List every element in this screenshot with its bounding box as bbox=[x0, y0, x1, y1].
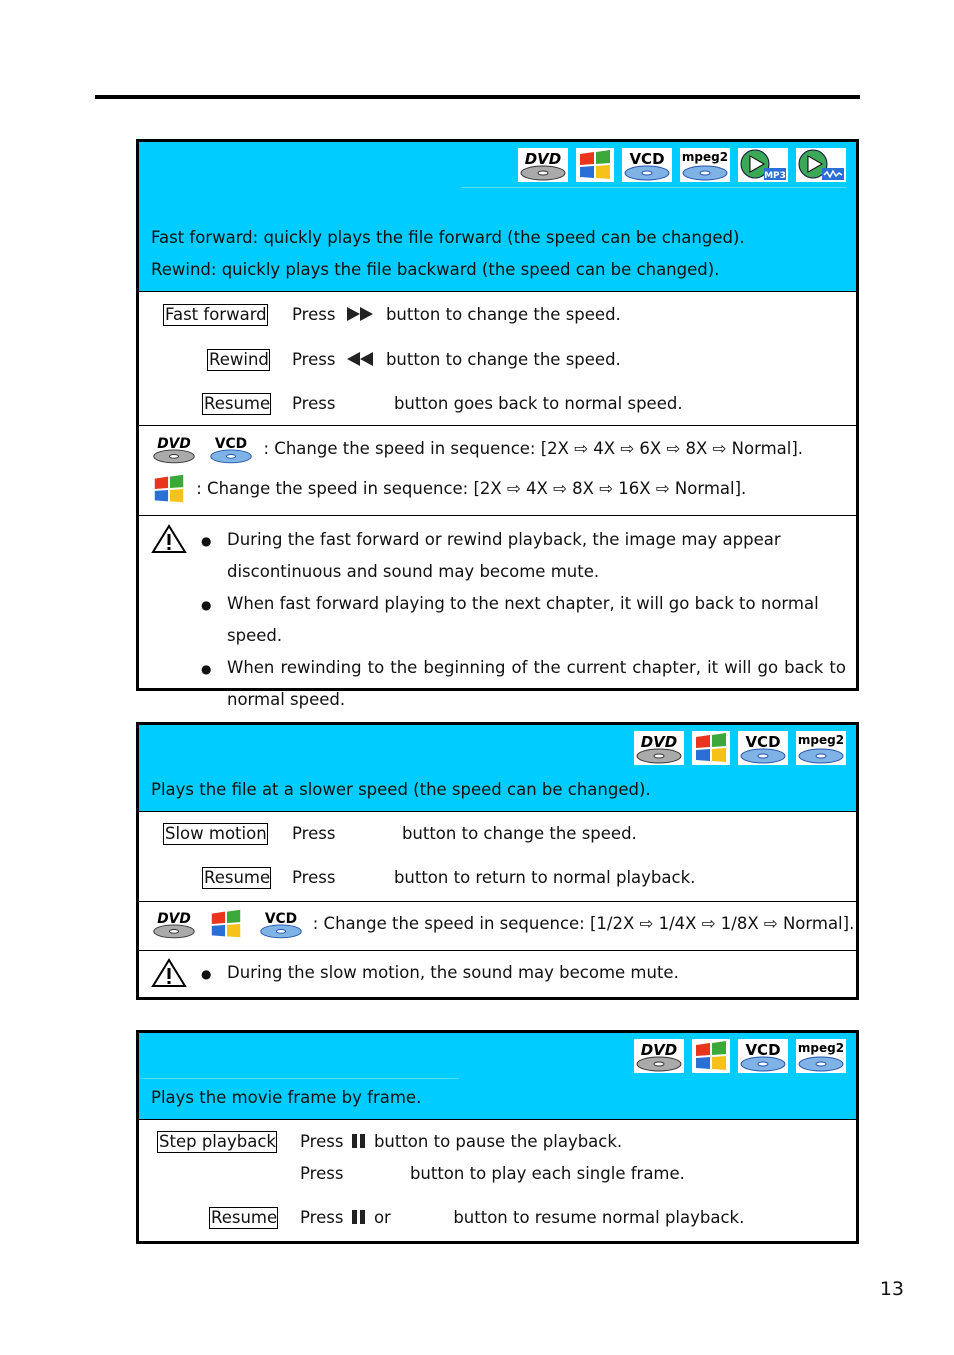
pause-instruction bbox=[300, 1132, 622, 1152]
sequence-text: : Change the speed in sequence: [2X ⇨ 4X ⇨ 6X ⇨ 8X ⇨ Normal]. bbox=[263, 438, 804, 458]
slow-motion-controls bbox=[139, 812, 856, 901]
instruction-text: button to return to normal playback. bbox=[393, 868, 696, 887]
or-text: or bbox=[373, 1208, 391, 1227]
step-playback-desc: Plays the movie frame by frame. bbox=[151, 1088, 422, 1107]
rewind-desc: Rewind: quickly plays the file backward (the speed can be changed). bbox=[151, 260, 720, 279]
instruction-text: button to change the speed. bbox=[401, 824, 637, 843]
warning-icon bbox=[151, 524, 187, 558]
mpeg2-icon bbox=[796, 731, 846, 765]
vcd-icon bbox=[622, 148, 672, 182]
vcd-icon-text: VCD bbox=[629, 150, 665, 168]
resume-instruction bbox=[300, 1208, 744, 1228]
fast-forward-icon bbox=[347, 306, 375, 325]
instruction-text: button to pause the playback. bbox=[373, 1132, 623, 1151]
press-text: Press bbox=[292, 350, 336, 369]
windows-icon bbox=[692, 1039, 730, 1073]
vcd-icon bbox=[208, 432, 254, 466]
step-instruction bbox=[300, 1164, 685, 1183]
fast-forward-desc: Fast forward: quickly plays the file forward (the speed can be changed). bbox=[151, 228, 745, 247]
dvd-icon bbox=[634, 1039, 684, 1073]
header-divider bbox=[141, 1078, 459, 1079]
vcd-icon-text: VCD bbox=[215, 436, 248, 453]
dvd-icon bbox=[151, 432, 197, 466]
sequence-text: : Change the speed in sequence: [2X ⇨ 4X ⇨ 8X ⇨ 16X ⇨ Normal]. bbox=[196, 478, 747, 498]
fast-forward-label: Fast forward bbox=[165, 305, 267, 324]
vcd-icon bbox=[258, 907, 304, 941]
step-playback-panel-header bbox=[139, 1033, 856, 1120]
slow-speed-sequence bbox=[139, 901, 856, 950]
speed-sequence bbox=[139, 425, 856, 515]
step-playback-label: Step playback bbox=[159, 1132, 276, 1151]
dvd-icon bbox=[518, 148, 568, 182]
slow-motion-label: Slow motion bbox=[165, 824, 267, 843]
windows-icon bbox=[208, 907, 244, 941]
format-icons bbox=[518, 148, 846, 182]
step-playback-panel bbox=[136, 1030, 859, 1244]
windows-icon bbox=[151, 472, 187, 506]
vcd-icon bbox=[738, 731, 788, 765]
fast-forward-notes bbox=[139, 515, 856, 709]
slow-motion-instruction bbox=[292, 824, 637, 843]
instruction-text: button goes back to normal speed. bbox=[393, 394, 683, 413]
slow-motion-panel-header bbox=[139, 725, 856, 812]
slow-motion-desc: Plays the file at a slower speed (the speed can be changed). bbox=[151, 780, 651, 799]
step-playback-controls bbox=[139, 1120, 856, 1238]
sequence-windows bbox=[151, 472, 746, 506]
header-divider bbox=[461, 187, 846, 188]
mpeg2-icon bbox=[796, 1039, 846, 1073]
warning-icon bbox=[151, 958, 187, 992]
vcd-icon-text: VCD bbox=[745, 733, 781, 751]
windows-icon bbox=[692, 731, 730, 765]
dvd-icon-text: DVD bbox=[640, 733, 678, 751]
mp3-icon bbox=[738, 148, 788, 182]
fast-forward-instruction bbox=[292, 305, 621, 325]
sequence-all bbox=[151, 907, 854, 941]
dvd-icon-text: DVD bbox=[524, 150, 562, 168]
dvd-icon-text: DVD bbox=[157, 436, 191, 453]
press-text: Press bbox=[300, 1132, 344, 1151]
instruction-text: button to change the speed. bbox=[385, 350, 621, 369]
notes-list bbox=[201, 957, 846, 989]
rewind-icon bbox=[347, 351, 375, 370]
slow-motion-notes bbox=[139, 950, 856, 995]
mpeg2-icon bbox=[680, 148, 730, 182]
page-number: 13 bbox=[879, 1278, 904, 1300]
pause-icon bbox=[352, 1209, 366, 1228]
instruction-text: button to play each single frame. bbox=[409, 1164, 685, 1183]
rewind-label: Rewind bbox=[209, 350, 269, 369]
sequence-text: : Change the speed in sequence: [1/2X ⇨ 1/4X ⇨ 1/8X ⇨ Normal]. bbox=[312, 913, 855, 933]
wma-icon bbox=[796, 148, 846, 182]
press-text: Press bbox=[292, 394, 336, 413]
resume-label: Resume bbox=[204, 868, 271, 887]
sequence-dvd-vcd bbox=[151, 432, 803, 466]
windows-icon bbox=[576, 148, 614, 182]
dvd-icon-text: DVD bbox=[157, 911, 191, 928]
dvd-icon bbox=[634, 731, 684, 765]
top-rule bbox=[95, 95, 860, 99]
pause-icon bbox=[352, 1133, 366, 1152]
mpeg2-icon-text: mpeg2 bbox=[797, 1041, 845, 1055]
note-item: ● When rewinding to the beginning of the current chapter, it will go back to normal speed. bbox=[201, 652, 846, 716]
fast-forward-controls bbox=[139, 292, 856, 425]
instruction-text: button to change the speed. bbox=[385, 305, 621, 324]
resume-instruction bbox=[292, 394, 683, 413]
note-item: ● During the slow motion, the sound may become mute. bbox=[201, 957, 846, 989]
vcd-icon-text: VCD bbox=[264, 911, 297, 928]
notes-list bbox=[201, 524, 846, 716]
press-text: Press bbox=[300, 1208, 344, 1227]
format-icons bbox=[634, 731, 846, 765]
fast-forward-panel bbox=[136, 139, 859, 709]
dvd-icon-text: DVD bbox=[640, 1041, 678, 1059]
fast-forward-panel-header bbox=[139, 142, 856, 292]
note-item: ● When fast forward playing to the next chapter, it will go back to normal speed. bbox=[201, 588, 846, 652]
mpeg2-icon-text: mpeg2 bbox=[681, 150, 729, 164]
press-text: Press bbox=[300, 1164, 344, 1183]
vcd-icon bbox=[738, 1039, 788, 1073]
mp3-icon-text: MP3 bbox=[764, 171, 786, 181]
resume-label: Resume bbox=[211, 1208, 278, 1227]
press-text: Press bbox=[292, 305, 336, 324]
slow-motion-panel bbox=[136, 722, 859, 1000]
rewind-instruction bbox=[292, 350, 621, 370]
vcd-icon-text: VCD bbox=[745, 1041, 781, 1059]
press-text: Press bbox=[292, 868, 336, 887]
dvd-icon bbox=[151, 907, 197, 941]
mpeg2-icon-text: mpeg2 bbox=[797, 733, 845, 747]
note-item: ● During the fast forward or rewind playback, the image may appear discontinuous and sound may become mute. bbox=[201, 524, 846, 588]
resume-label: Resume bbox=[204, 394, 271, 413]
resume-instruction bbox=[292, 868, 695, 887]
format-icons bbox=[634, 1039, 846, 1073]
press-text: Press bbox=[292, 824, 336, 843]
instruction-text: button to resume normal playback. bbox=[453, 1208, 745, 1227]
